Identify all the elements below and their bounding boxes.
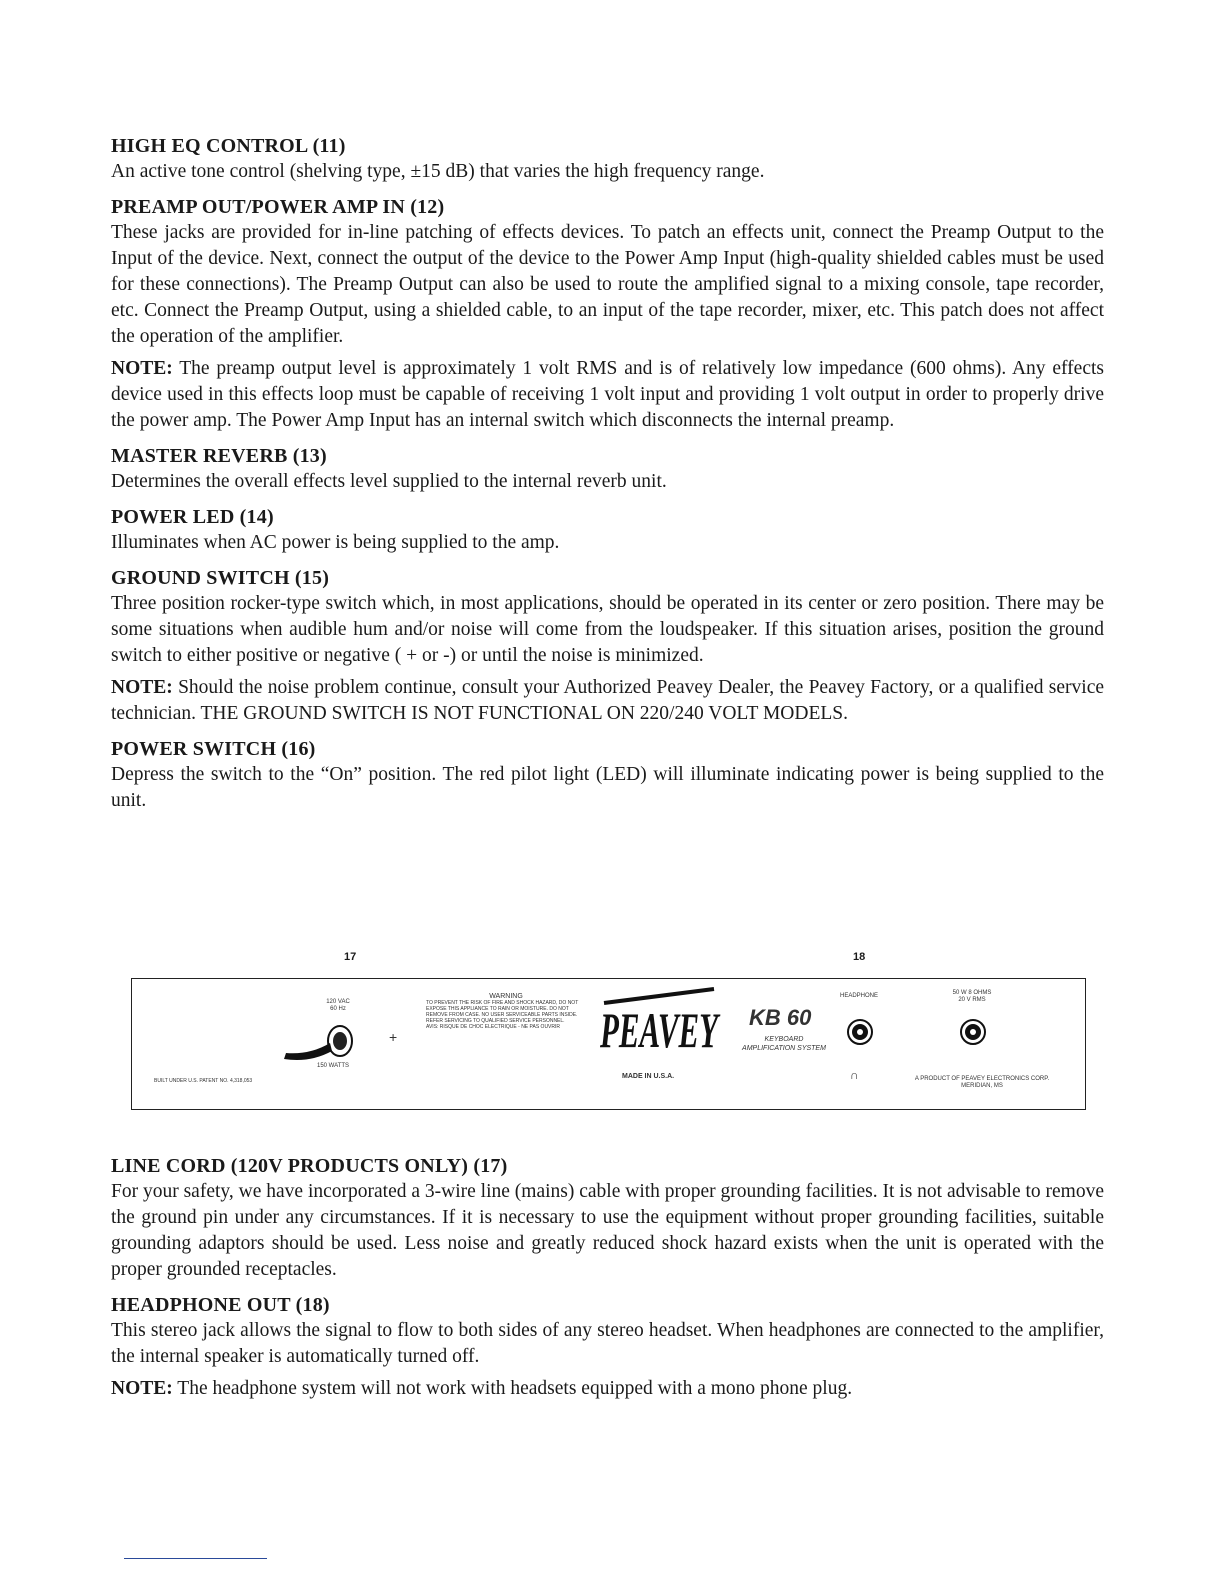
section-paragraph	[111, 356, 1104, 434]
brand-text: PEAVEY	[599, 1002, 721, 1058]
section	[111, 194, 1104, 434]
section-heading: POWER LED (14)	[111, 506, 274, 528]
paragraph-text: Should the noise problem continue, consult your Authorized Peavey Dealer, the Peavey Factory, or a qualified service technician. THE GROUND SWITCH IS NOT FUNCTIONAL ON 220/240 VOLT MODELS.	[111, 677, 1104, 724]
section-heading: PREAMP OUT/POWER AMP IN (12)	[111, 196, 445, 218]
callout-17: 17	[344, 951, 357, 963]
section-heading: HIGH EQ CONTROL (11)	[111, 135, 346, 157]
paragraph-text: Depress the switch to the “On” position. The red pilot light (LED) will illuminate indicating power is being supplied to the unit.	[111, 764, 1104, 811]
section	[111, 504, 1104, 556]
ground-plus-symbol: +	[389, 1029, 398, 1045]
speaker-label-2: 20 V RMS	[958, 997, 986, 1003]
section-heading: GROUND SWITCH (15)	[111, 567, 330, 589]
paragraph-text: This stereo jack allows the signal to flow to both sides of any stereo headset. When headphones are connected to the amplifier, the internal speaker is automatically turned off.	[111, 1320, 1104, 1367]
paragraph-text: An active tone control (shelving type, ±15 dB) that varies the high frequency range.	[111, 161, 765, 182]
warning-block	[426, 994, 586, 1030]
section-paragraph	[111, 675, 1104, 727]
footnote-rule	[124, 1558, 267, 1559]
model-name: KB 60	[749, 1005, 812, 1030]
watts-label: 150 WATTS	[316, 1063, 349, 1069]
section-heading: LINE CORD (120V PRODUCTS ONLY) (17)	[111, 1155, 508, 1177]
paragraph-text: Illuminates when AC power is being supplied to the amp.	[111, 532, 560, 553]
manual-page	[111, 133, 1104, 1411]
section-heading: HEADPHONE OUT (18)	[111, 1294, 330, 1316]
peavey-logo	[594, 985, 724, 1065]
paragraph-text: For your safety, we have incorporated a 3-wire line (mains) cable with proper grounding facilities. It is not advisable to remove the ground pin under any circumstances. If it is necessary to use the equipment without proper grounding facilities, suitable grounding adaptors should be used. Less noise and greatly reduced shock hazard exists when the unit is operated with the proper grounded receptacles.	[111, 1181, 1104, 1280]
paragraph-text: Determines the overall effects level supplied to the internal reverb unit.	[111, 471, 667, 492]
model-line-2: AMPLIFICATION SYSTEM	[742, 1045, 826, 1052]
paragraph-text: The preamp output level is approximately 1 volt RMS and is of relatively low impedance (600 ohms). Any effects device used in this effects loop must be capable of receiving 1 volt input and providing 1 volt output in order to properly drive the power amp. The Power Amp Input has an internal switch which disconnects the internal preamp.	[111, 358, 1104, 431]
section-paragraph	[111, 1179, 1104, 1283]
made-in-label: MADE IN U.S.A.	[622, 1073, 675, 1080]
note-label: NOTE:	[111, 677, 173, 698]
sections-before	[111, 133, 1104, 814]
patent-label: BUILT UNDER U.S. PATENT NO. 4,318,053	[154, 1078, 253, 1084]
rear-panel-diagram	[131, 978, 1086, 1110]
sections-after	[111, 1153, 1104, 1402]
frequency-label: 60 Hz	[330, 1006, 346, 1012]
warning-title: WARNING	[489, 993, 523, 1000]
section	[111, 443, 1104, 495]
section-heading: POWER SWITCH (16)	[111, 738, 316, 760]
callout-18: 18	[853, 951, 866, 963]
headphone-symbol-icon: ∩	[850, 1068, 859, 1082]
section-paragraph	[111, 159, 1104, 185]
section	[111, 736, 1104, 814]
section-paragraph	[111, 220, 1104, 350]
section	[111, 1292, 1104, 1402]
manufacturer-line-1: A PRODUCT OF PEAVEY ELECTRONICS CORP.	[914, 1076, 1050, 1082]
section	[111, 565, 1104, 727]
model-line-1: KEYBOARD	[764, 1036, 804, 1043]
section-heading: MASTER REVERB (13)	[111, 445, 327, 467]
model-description	[729, 1035, 839, 1053]
speaker-label-1: 50 W 8 OHMS	[952, 990, 992, 996]
headphone-label: HEADPHONE	[839, 993, 878, 999]
section-paragraph	[111, 762, 1104, 814]
section-paragraph	[111, 530, 1104, 556]
manufacturer-line-2: MERIDIAN, MS	[961, 1083, 1003, 1089]
line-cord-icon	[280, 1021, 358, 1065]
section-paragraph	[111, 469, 1104, 495]
warning-text: TO PREVENT THE RISK OF FIRE AND SHOCK HAZARD, DO NOT EXPOSE THIS APPLIANCE TO RAIN OR MOISTURE. DO NOT REMOVE FROM CASE. NO USER SERVICEABLE PARTS INSIDE. REFER SERVICING TO QUALIFIED SERVICE PERSONNEL.	[426, 1000, 579, 1024]
note-label: NOTE:	[111, 358, 173, 379]
speaker-jack-icon	[960, 1019, 986, 1045]
paragraph-text: Three position rocker-type switch which, in most applications, should be operated in its center or zero position. There may be some situations when audible hum and/or noise will come from the loudspeaker. If this situation arises, position the ground switch to either positive or negative ( + or -) or until the noise is minimized.	[111, 593, 1104, 666]
section-paragraph	[111, 1376, 1104, 1402]
paragraph-text: These jacks are provided for in-line patching of effects devices. To patch an effects unit, connect the Preamp Output to the Input of the device. Next, connect the output of the device to the Power Amp Input (high-quality shielded cables must be used for these connections). The Preamp Output can also be used to route the amplified signal to a mixing console, tape recorder, etc. Connect the Preamp Output, using a shielded cable, to an input of the tape recorder, mixer, etc. This patch does not affect the operation of the amplifier.	[111, 222, 1104, 347]
section	[111, 133, 1104, 185]
headphone-jack-icon	[847, 1019, 873, 1045]
section-paragraph	[111, 1318, 1104, 1370]
note-label: NOTE:	[111, 1378, 173, 1399]
avis-text: AVIS: RISQUE DE CHOC ELECTRIQUE - NE PAS OUVRIR	[426, 1024, 561, 1030]
section-paragraph	[111, 591, 1104, 669]
section	[111, 1153, 1104, 1283]
paragraph-text: The headphone system will not work with headsets equipped with a mono phone plug.	[172, 1378, 853, 1399]
voltage-label: 120 VAC	[326, 999, 350, 1005]
